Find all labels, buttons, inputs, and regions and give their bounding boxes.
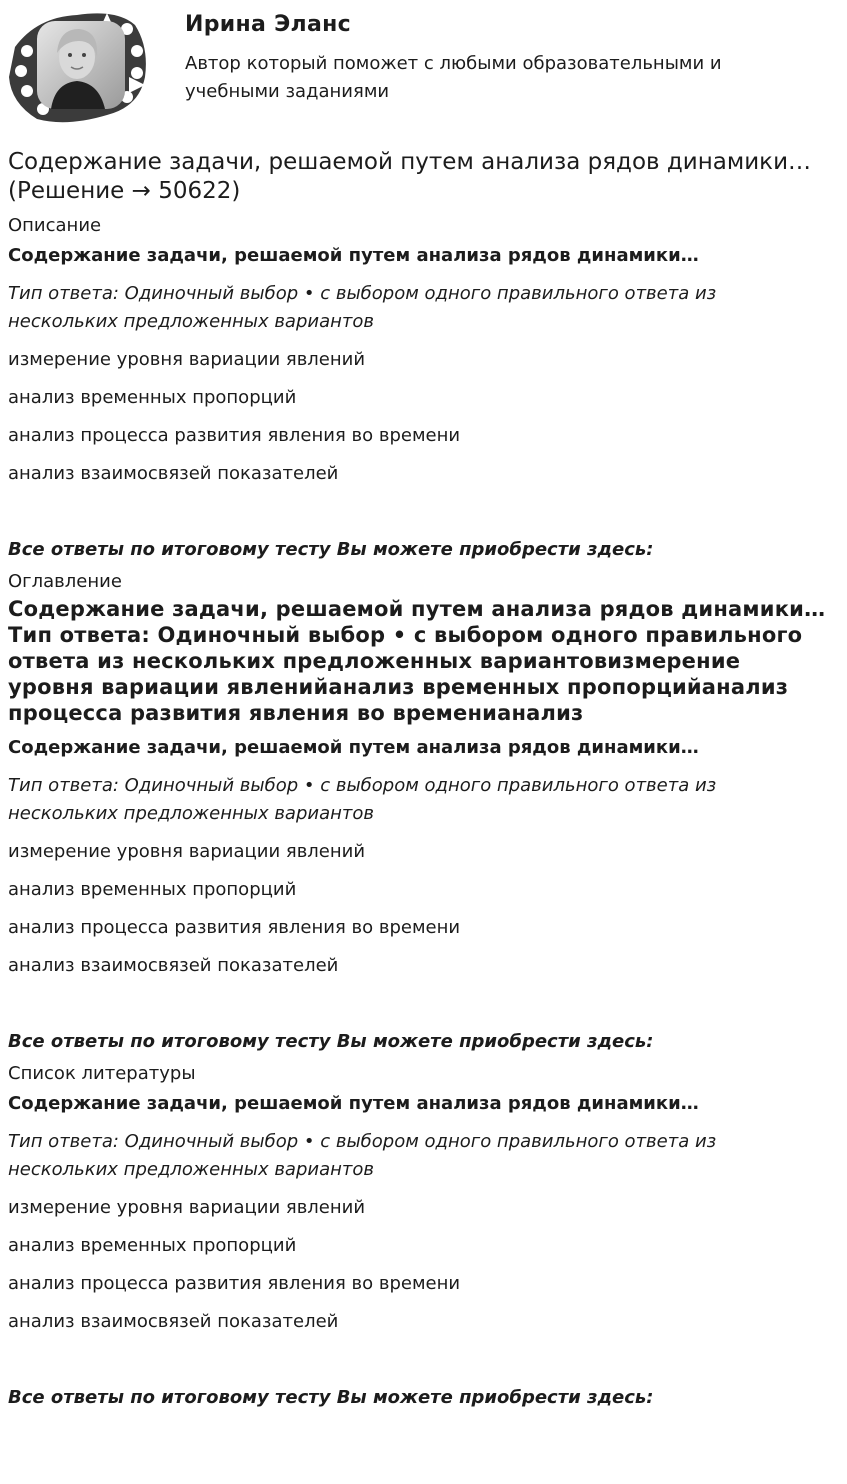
description-section	[8, 214, 839, 562]
question-title: Содержание задачи, решаемой путем анализа рядов динамики…	[8, 737, 699, 758]
answer-option: анализ взаимосвязей показателей	[8, 955, 339, 976]
answer-option: анализ взаимосвязей показателей	[8, 463, 339, 484]
question-title: Содержание задачи, решаемой путем анализа рядов динамики…	[8, 245, 699, 266]
author-card	[0, 0, 847, 140]
toc-section	[8, 570, 839, 1054]
buy-note: Все ответы по итоговому тесту Вы можете приобрести здесь:	[8, 1031, 654, 1052]
answer-option: анализ временных пропорций	[8, 879, 297, 900]
answer-option: анализ взаимосвязей показателей	[8, 1311, 339, 1332]
answer-option: измерение уровня вариации явлений	[8, 841, 366, 862]
answer-type: Тип ответа: Одиночный выбор • с выбором одного правильного ответа из нескольких предложенных вариантов	[8, 1131, 717, 1180]
answer-option: измерение уровня вариации явлений	[8, 349, 366, 370]
author-description: Автор который поможет с любыми образовательными и учебными заданиями	[185, 53, 722, 102]
answer-option: анализ процесса развития явления во времени	[8, 1273, 461, 1294]
buy-note: Все ответы по итоговому тесту Вы можете приобрести здесь:	[8, 1387, 654, 1408]
author-photo-icon	[7, 7, 151, 127]
section-label-toc: Оглавление	[8, 571, 122, 592]
content	[0, 148, 847, 1410]
answer-option: анализ процесса развития явления во времени	[8, 425, 461, 446]
toc-heading: Содержание задачи, решаемой путем анализа рядов динамики…Тип ответа: Одиночный выбор • с выбором одного правильного ответа из нескольких предложенных вариантовизмерение уровня вариации явленийанализ временных пропорцийанализ процесса развития явления во временианализ	[8, 597, 826, 725]
literature-section	[8, 1062, 839, 1410]
section-label-description: Описание	[8, 215, 102, 236]
answer-option: анализ временных пропорций	[8, 387, 297, 408]
answer-option: измерение уровня вариации явлений	[8, 1197, 366, 1218]
answer-type: Тип ответа: Одиночный выбор • с выбором одного правильного ответа из нескольких предложенных вариантов	[8, 283, 717, 332]
question-title: Содержание задачи, решаемой путем анализа рядов динамики…	[8, 1093, 699, 1114]
author-name[interactable]: Ирина Эланс	[185, 12, 351, 37]
section-label-literature: Список литературы	[8, 1063, 196, 1084]
page-title: Содержание задачи, решаемой путем анализа рядов динамики… (Решение → 50622)	[8, 149, 812, 204]
answer-option: анализ временных пропорций	[8, 1235, 297, 1256]
answer-option: анализ процесса развития явления во времени	[8, 917, 461, 938]
answer-type: Тип ответа: Одиночный выбор • с выбором одного правильного ответа из нескольких предложенных вариантов	[8, 775, 717, 824]
author-avatar[interactable]	[7, 7, 151, 127]
buy-note: Все ответы по итоговому тесту Вы можете приобрести здесь:	[8, 539, 654, 560]
